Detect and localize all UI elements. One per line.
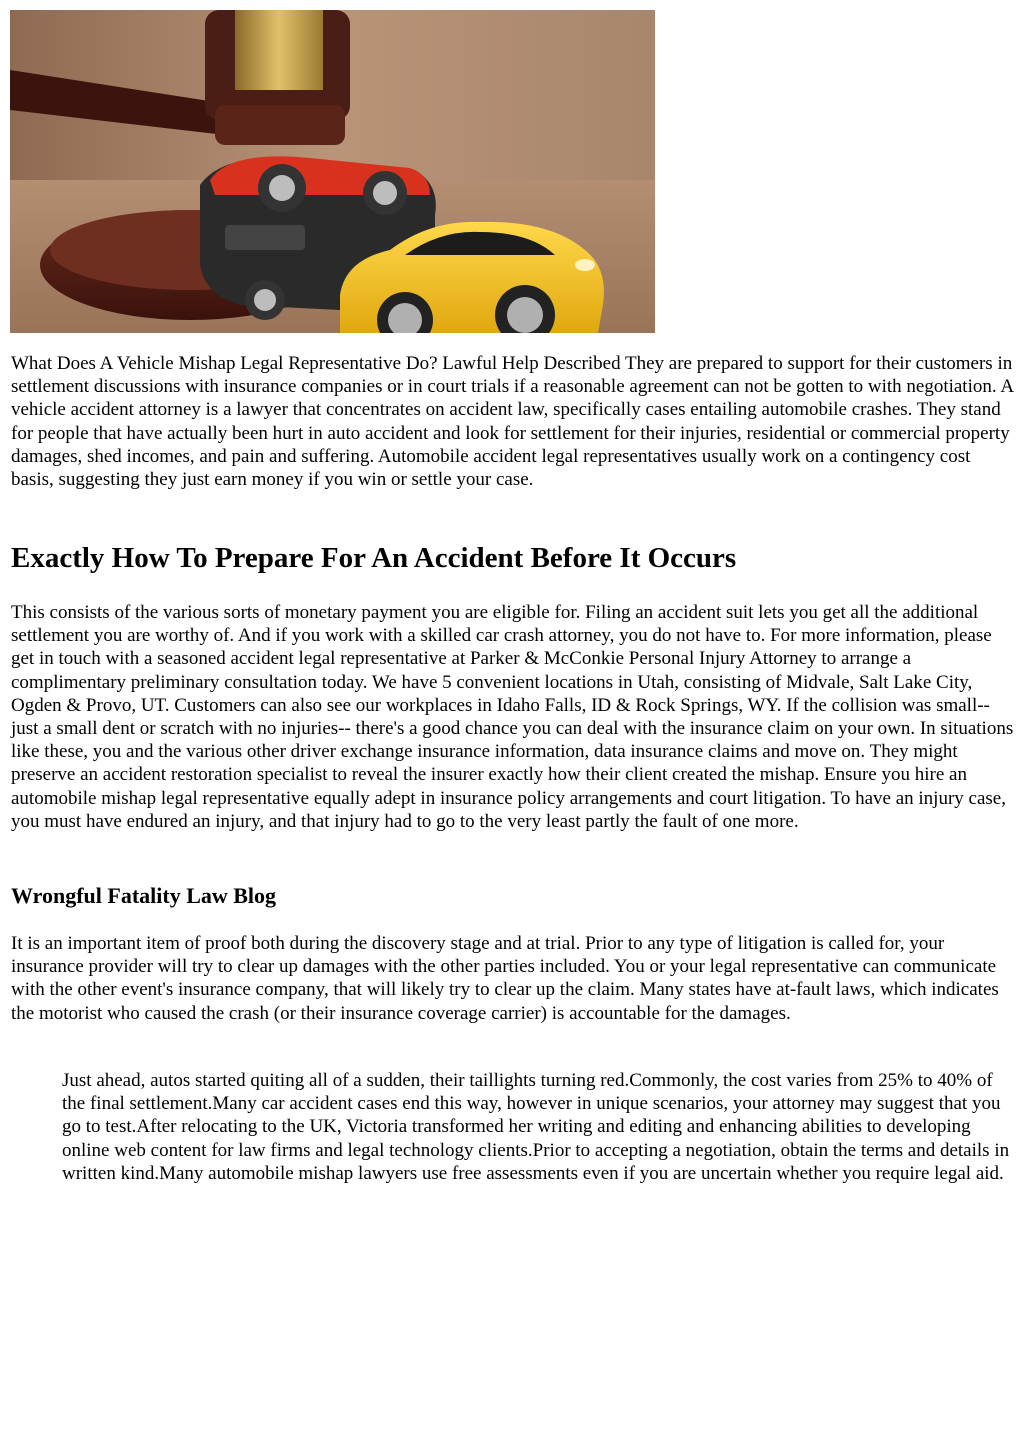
section-heading-wrongful-fatality: Wrongful Fatality Law Blog — [11, 883, 277, 908]
intro-paragraph: What Does A Vehicle Mishap Legal Representative Do? Lawful Help Described They are prepared to support for their customers in settlement discussions with insurance companies or in court trials if a reasonable agreement can not be gotten to with negotiation. A vehicle accident attorney is a lawyer that concentrates on accident law, specifically cases entailing automobile crashes. They stand for people that have actually been hurt in auto accident and look for settlement for their injuries, residential or commercial property damages, shed incomes, and pain and suffering. Automobile accident legal representatives usually work on a contingency cost basis, suggesting they just earn money if you win or settle your case. — [11, 353, 1013, 491]
section-heading-prepare: Exactly How To Prepare For An Accident Before It Occurs — [11, 542, 737, 574]
body-paragraph-3: It is an important item of proof both during the discovery stage and at trial. Prior to any type of litigation is called for, your insurance provider will try to clear up damages with the other parties included. You or your legal representative can communicate with the other event's insurance company, that will likely try to clear up the claim. Many states have at-fault laws, which indicates the motorist who caused the crash (or their insurance coverage carrier) is accountable for the damages. — [11, 933, 999, 1024]
blockquote: Just ahead, autos started quiting all of a sudden, their taillights turning red.Commonly, the cost varies from 25% to 40% of the final settlement.Many car accident cases end this way, however in unique scenarios, your attorney may suggest that you go to test.After relocating to the UK, Victoria transformed her writing and editing and enhancing abilities to developing online web content for law firms and legal technology clients.Prior to accepting a negotiation, obtain the terms and details in written kind.Many automobile mishap lawyers use free assessments even if you are uncertain whether you require legal aid. — [62, 1070, 1010, 1184]
gavel-band — [235, 10, 323, 90]
hero-image — [10, 10, 655, 333]
body-paragraph-2: This consists of the various sorts of monetary payment you are eligible for. Filing an accident suit lets you get all the additional settlement you are worthy of. And if you work with a skilled car crash attorney, you do not have to. For more information, please get in touch with a seasoned accident legal representative at Parker & McConkie Personal Injury Attorney to arrange a complimentary preliminary consultation today. We have 5 convenient locations in Utah, consisting of Midvale, Salt Lake City, Ogden & Provo, UT. Customers can also see our workplaces in Idaho Falls, ID & Rock Springs, WY. If the collision was small-- just a small dent or scratch with no injuries-- there's a good chance you can deal with the insurance claim on your own. In situations like these, you and the various other driver exchange insurance information, data insurance claims and move on. They might preserve an accident restoration specialist to reveal the insurer exactly how their client created the mishap. Ensure you hire an automobile mishap legal representative equally adept in insurance policy arrangements and court litigation. To have an injury case, you must have endured an injury, and that injury had to go to the very least partly the fault of one more. — [11, 602, 1014, 832]
